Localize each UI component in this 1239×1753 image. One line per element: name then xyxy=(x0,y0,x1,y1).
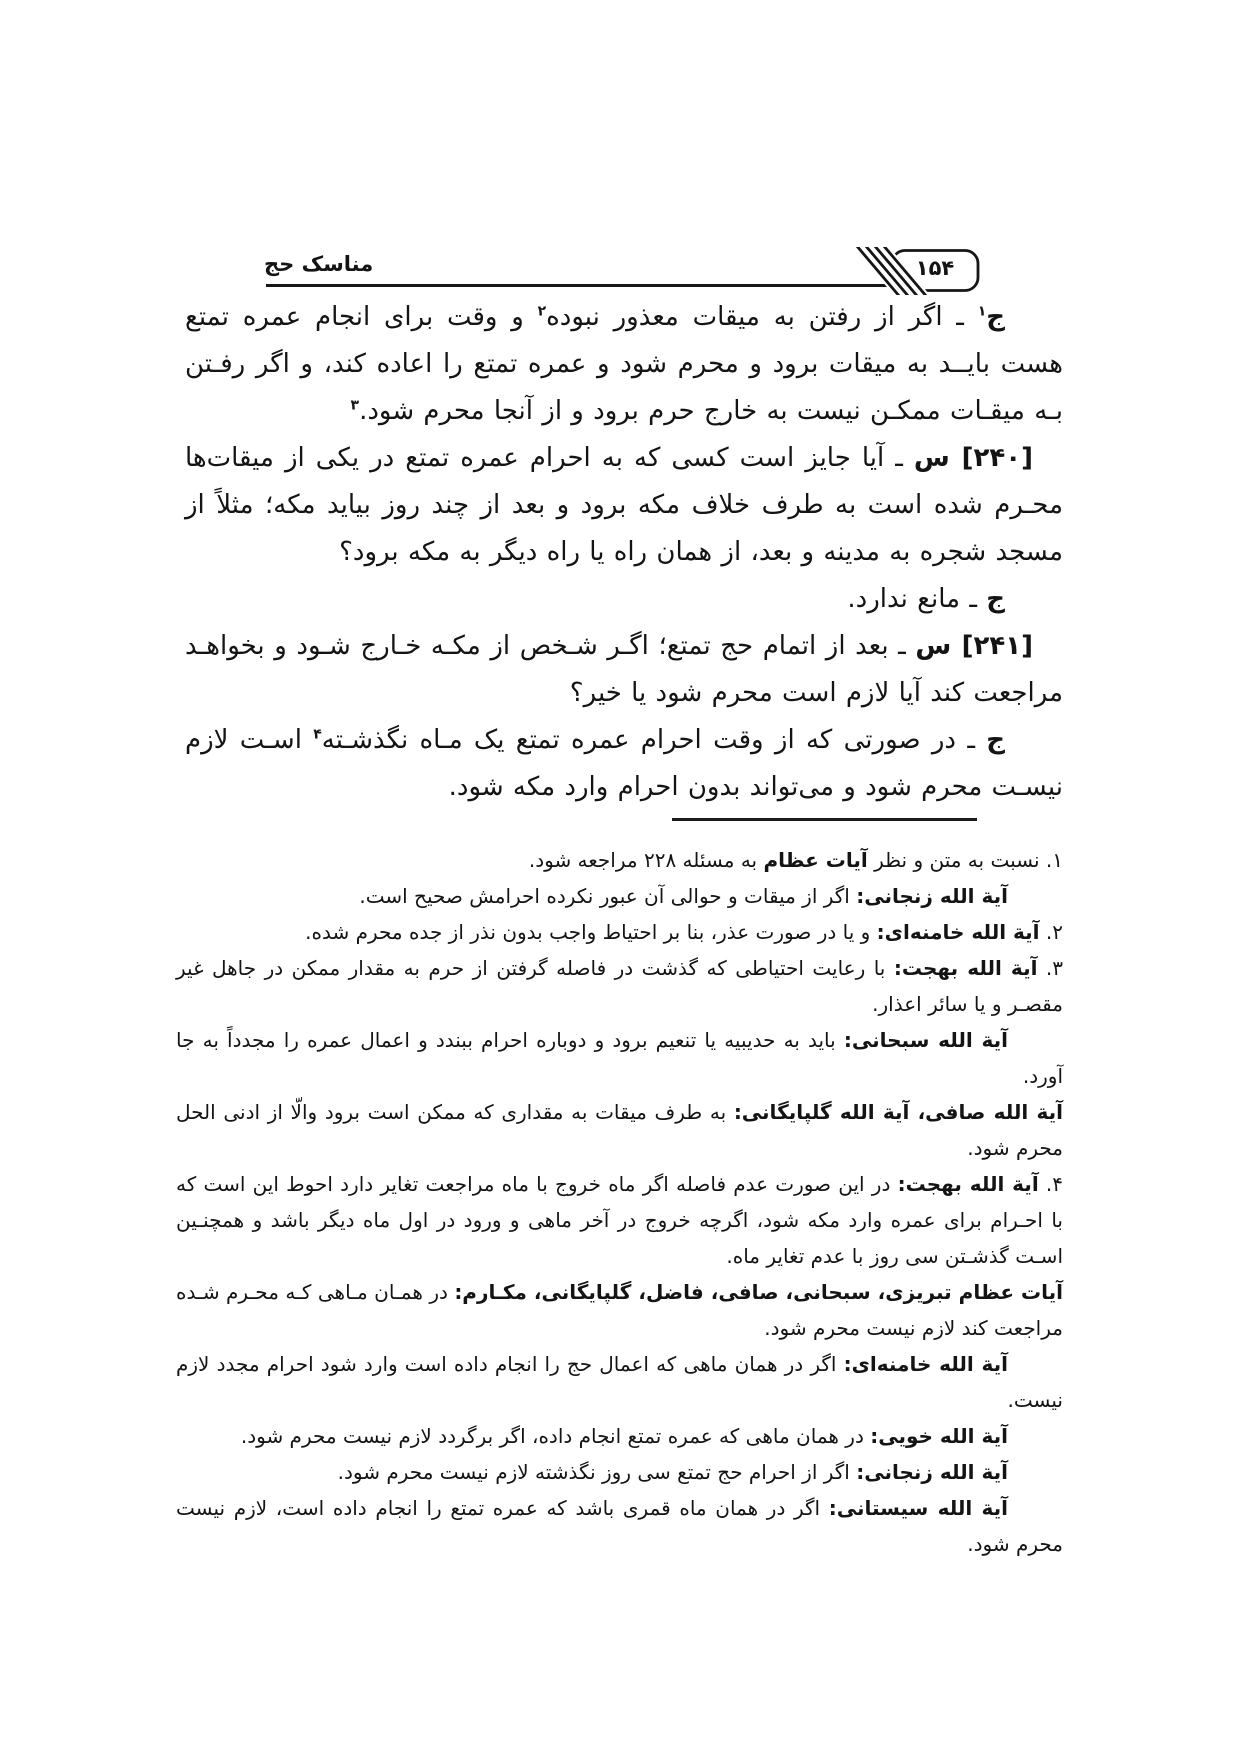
footnote-item xyxy=(176,1094,1063,1166)
footnote-item xyxy=(176,950,1063,1022)
body-paragraph xyxy=(185,576,1063,623)
footnote-item xyxy=(176,1346,1063,1418)
text-run: اگر از احرام حج تمتع سی روز نگذشته لازم نیست محرم شود. xyxy=(337,1460,857,1484)
body-paragraph xyxy=(185,717,1063,811)
bold-text: [۲۴۰] س xyxy=(913,443,1034,473)
footnote-marker: ۱ xyxy=(977,303,987,320)
text-run: با رعایت احتیاطی که گذشت در فاصله گرفتن از حرم به مقدار ممکن در جاهل غیر مقصـر و یا سائر اعذار. xyxy=(176,956,1063,1016)
page-number: ۱۵۴ xyxy=(915,256,955,280)
footnote-item xyxy=(176,1274,1063,1346)
bold-text: آیة الله سیستانی: xyxy=(828,1496,1008,1520)
footnote-item xyxy=(176,878,1063,914)
text-run: ـ آیا جایز است کسی که به احرام عمره تمتع در یکی از میقات‌ها محـرم شده است به طرف خلاف مکه برود و بعد از چند روز بیاید مکه؛ مثلاً از مسجد شجره به مدینه و بعد، از همان راه یا راه دیگر به مکه برود؟ xyxy=(185,443,1063,567)
body-paragraph xyxy=(185,435,1063,576)
bold-text: آیة الله خامنه‌ای: xyxy=(876,920,1040,944)
footnote-item xyxy=(176,1418,1063,1454)
text-run: در همـان مـاهی کـه محـرم شـده مراجعت کند لازم نیست محرم شود. xyxy=(176,1280,1063,1340)
bold-text: آیة الله خویی: xyxy=(870,1424,1008,1448)
header-rule xyxy=(266,284,896,287)
footnote-marker: ۲ xyxy=(537,303,547,320)
footnote-marker: ۳ xyxy=(350,397,360,414)
bold-text: آیات عظام تبریزی، سبحانی، صافی، فاضل، گلپایگانی، مکـارم: xyxy=(454,1280,1063,1304)
bold-text: ج xyxy=(986,302,1005,332)
text-run: ۱. نسبت به متن و نظر xyxy=(867,848,1063,872)
text-run: اگر در همان ماهی که اعمال حج را انجام داده است وارد شود احرام مجدد لازم نیست. xyxy=(176,1352,1063,1412)
bold-text: آیة الله خامنه‌ای: xyxy=(843,1352,1008,1376)
text-run: ۴. xyxy=(1038,1172,1064,1196)
bold-text: آیات عظام xyxy=(763,848,868,872)
text-run: ۲. xyxy=(1039,920,1063,944)
book-title: مناسک حج xyxy=(264,252,374,276)
footnotes-section xyxy=(176,842,1063,1562)
footnote-item xyxy=(176,1166,1063,1274)
text-run: به طرف میقات به مقداری که ممکن است برود والّا از ادنی الحل محرم شود. xyxy=(176,1100,1063,1160)
text-run: اگر از میقات و حوالی آن عبور نکرده احرامش صحیح است. xyxy=(359,884,857,908)
text-run: در همان ماهی که عمره تمتع انجام داده، اگر برگردد لازم نیست محرم شود. xyxy=(240,1424,871,1448)
footnote-item xyxy=(176,1022,1063,1094)
text-run: و یا در صورت عذر، بنا بر احتیاط واجب بدون نذر از جده محرم شده. xyxy=(305,920,877,944)
bold-text: [۲۴۱] س xyxy=(915,631,1034,661)
footnote-item xyxy=(176,1490,1063,1562)
text-run: اگر در همان ماه قمری باشد که عمره تمتع را انجام داده است، لازم نیست محرم شود. xyxy=(176,1496,1063,1556)
text-run: باید به حدیبیه یا تنعیم برود و دوباره احرام ببندد و اعمال عمره را مجدداً به جا آورد. xyxy=(176,1028,1063,1088)
footnote-separator xyxy=(672,818,977,821)
text-run: ـ مانع ندارد. xyxy=(847,584,987,614)
body-paragraph xyxy=(185,294,1063,435)
bold-text: ج xyxy=(986,725,1005,755)
footnote-marker: ۴ xyxy=(313,726,322,743)
bold-text: آیة الله بهجت: xyxy=(893,956,1038,980)
text-run: به مسئله ۲۲۸ مراجعه شود. xyxy=(528,848,764,872)
text-run: ـ در صورتی که از وقت احرام عمره تمتع یک مـاه نگذشـته xyxy=(321,725,987,755)
text-run: در این صورت عدم فاصله اگر ماه خروج با ماه مراجعت تغایر دارد احوط این است که با احـرام برای عمره وارد مکه شود، اگرچه خروج در آخر ماهی و ورود در اول ماه دیگر باشد و همچنـین اسـت گذشـتن سی روز با عدم تغایر ماه. xyxy=(176,1172,1063,1268)
bold-text: آیة الله زنجانی: xyxy=(856,1460,1008,1484)
footnote-item xyxy=(176,1454,1063,1490)
body-paragraph xyxy=(185,623,1063,717)
bold-text: ج xyxy=(986,584,1005,614)
text-run: و وقت برای انجام عمره تمتع هست بایــد به میقات برود و محرم شود و عمره تمتع را اعاده کند، و اگر رفـتن بـه میقـات ممکـن نیست به خارج حرم برود و از آنجا محرم شود. xyxy=(185,302,1063,426)
bold-text: آیة الله سبحانی: xyxy=(843,1028,1008,1052)
bold-text: آیة الله زنجانی: xyxy=(856,884,1008,908)
body-text xyxy=(185,294,1063,811)
footnote-item xyxy=(176,842,1063,878)
bold-text: آیة الله صافی، آیة الله گلپایگانی: xyxy=(733,1100,1064,1124)
text-run: ۳. xyxy=(1037,956,1064,980)
text-run: اسـت لازم نیسـت محرم شود و می‌تواند بدون احرام وارد مکه شود. xyxy=(185,725,1063,802)
footnote-item xyxy=(176,914,1063,950)
bold-text: آیة الله بهجت: xyxy=(897,1172,1039,1196)
text-run: ـ اگر از رفتن به میقات معذور نبوده xyxy=(546,302,978,332)
text-run: ـ بعد از اتمام حج تمتع؛ اگـر شـخص از مکـه خـارج شـود و بخواهـد مراجعت کند آیا لازم است محرم شود یا خیر؟ xyxy=(185,631,1063,708)
